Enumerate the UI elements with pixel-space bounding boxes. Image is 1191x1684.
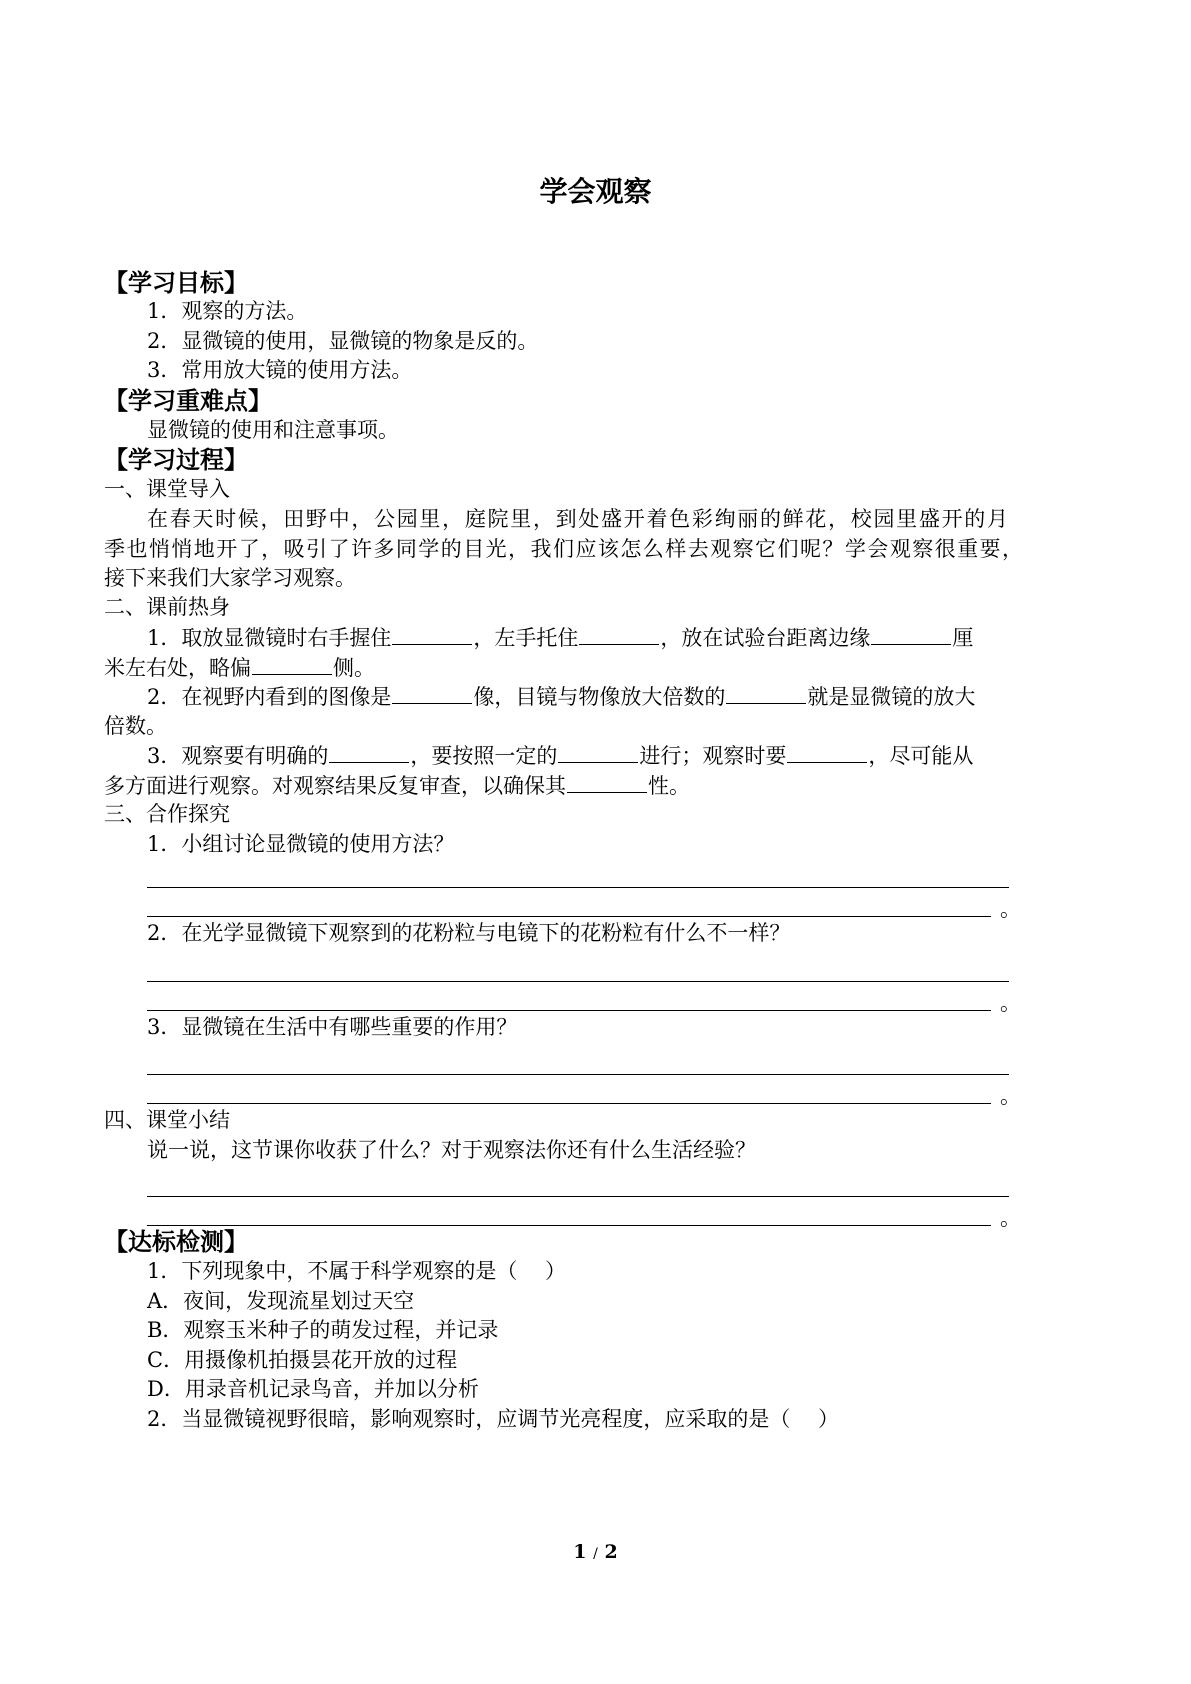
answer-period: 。 [1000,1084,1021,1108]
text-segment: 1．取放显微镜时右手握住 [147,626,392,650]
summary-prompt: 说一说，这节课你收获了什么？对于观察法你还有什么生活经验？ [147,1138,756,1162]
text-segment: 2．在视野内看到的图像是 [147,685,392,709]
process-heading: 【学习过程】 [104,446,248,474]
warmup-q1-line2 [104,652,375,682]
test-heading: 【达标检测】 [104,1228,248,1256]
answer-period: 。 [1000,897,1021,921]
answer-blank[interactable] [392,681,472,704]
goal-item: 3．常用放大镜的使用方法。 [147,358,413,382]
answer-blank[interactable] [329,740,409,763]
summary-label: 四、课堂小结 [104,1108,230,1132]
key-points-text: 显微镜的使用和注意事项。 [147,418,399,442]
warmup-q3-line1 [147,740,973,770]
page-separator: / [593,1546,598,1562]
intro-line: 季也悄悄地开了，吸引了许多同学的目光，我们应该怎么样去观察它们呢？学会观察很重要， [104,537,1023,561]
text-segment: 厘 [952,626,974,650]
test-question: 2．当显微镜视野很暗，影响观察时，应调节光亮程度，应采取的是（ ） [147,1407,840,1431]
test-question: 1．下列现象中，不属于科学观察的是（ ） [147,1259,567,1283]
page-total: 2 [604,1541,618,1563]
text-segment: ，放在试验台距离边缘 [660,626,871,650]
answer-period: 。 [1000,991,1021,1015]
answer-blank[interactable] [726,681,806,704]
answer-period: 。 [1000,1206,1021,1230]
warmup-q3-line2 [104,770,690,800]
text-segment: 进行；观察时要 [639,744,787,768]
answer-blank[interactable] [787,740,867,763]
text-segment: 像，目镜与物像放大倍数的 [473,685,726,709]
test-option[interactable]: D．用录音机记录鸟音，并加以分析 [147,1377,479,1401]
test-option[interactable]: B．观察玉米种子的萌发过程，并记录 [147,1318,499,1342]
intro-label: 一、课堂导入 [104,477,230,501]
warmup-q2-line2: 倍数。 [104,714,167,738]
answer-blank[interactable] [558,740,638,763]
answer-blank[interactable] [579,622,659,645]
warmup-q1-line1 [147,622,973,652]
text-segment: ，尽可能从 [868,744,974,768]
answer-line[interactable] [147,1010,991,1011]
answer-blank[interactable] [567,770,647,793]
answer-line[interactable] [147,1103,991,1104]
text-segment: ，左手托住 [473,626,579,650]
goals-heading: 【学习目标】 [104,269,248,297]
test-option[interactable]: C．用摄像机拍摄昙花开放的过程 [147,1348,458,1372]
explore-question: 2．在光学显微镜下观察到的花粉粒与电镜下的花粉粒有什么不一样？ [147,921,791,945]
text-segment: 侧。 [333,656,375,680]
explore-label: 三、合作探究 [104,802,230,826]
goal-item: 1．观察的方法。 [147,299,308,323]
key-points-heading: 【学习重难点】 [104,387,272,415]
page-title: 学会观察 [539,175,652,208]
text-segment: ，要按照一定的 [410,744,558,768]
intro-line: 接下来我们大家学习观察。 [104,566,356,590]
answer-line[interactable] [147,1074,1009,1075]
text-segment: 性。 [648,774,690,798]
text-segment: 就是显微镜的放大 [807,685,976,709]
intro-line: 在春天时候，田野中，公园里，庭院里，到处盛开着色彩绚丽的鲜花，校园里盛开的月 [147,507,1008,531]
page-current: 1 [573,1541,587,1563]
page-number [0,1541,1191,1563]
answer-blank[interactable] [392,622,472,645]
answer-line[interactable] [147,887,1009,888]
answer-line[interactable] [147,1196,1009,1197]
warmup-label: 二、课前热身 [104,595,230,619]
answer-line[interactable] [147,1225,991,1226]
answer-line[interactable] [147,981,1009,982]
goal-item: 2．显微镜的使用，显微镜的物象是反的。 [147,329,539,353]
explore-question: 3．显微镜在生活中有哪些重要的作用？ [147,1015,518,1039]
explore-question: 1．小组讨论显微镜的使用方法？ [147,832,455,856]
warmup-q2-line1 [147,681,975,711]
text-segment: 多方面进行观察。对观察结果反复审查，以确保其 [104,774,566,798]
answer-line[interactable] [147,916,991,917]
text-segment: 米左右处，略偏 [104,656,251,680]
answer-blank[interactable] [871,622,951,645]
test-option[interactable]: A．夜间，发现流星划过天空 [147,1289,415,1313]
text-segment: 3．观察要有明确的 [147,744,329,768]
answer-blank[interactable] [252,652,332,675]
